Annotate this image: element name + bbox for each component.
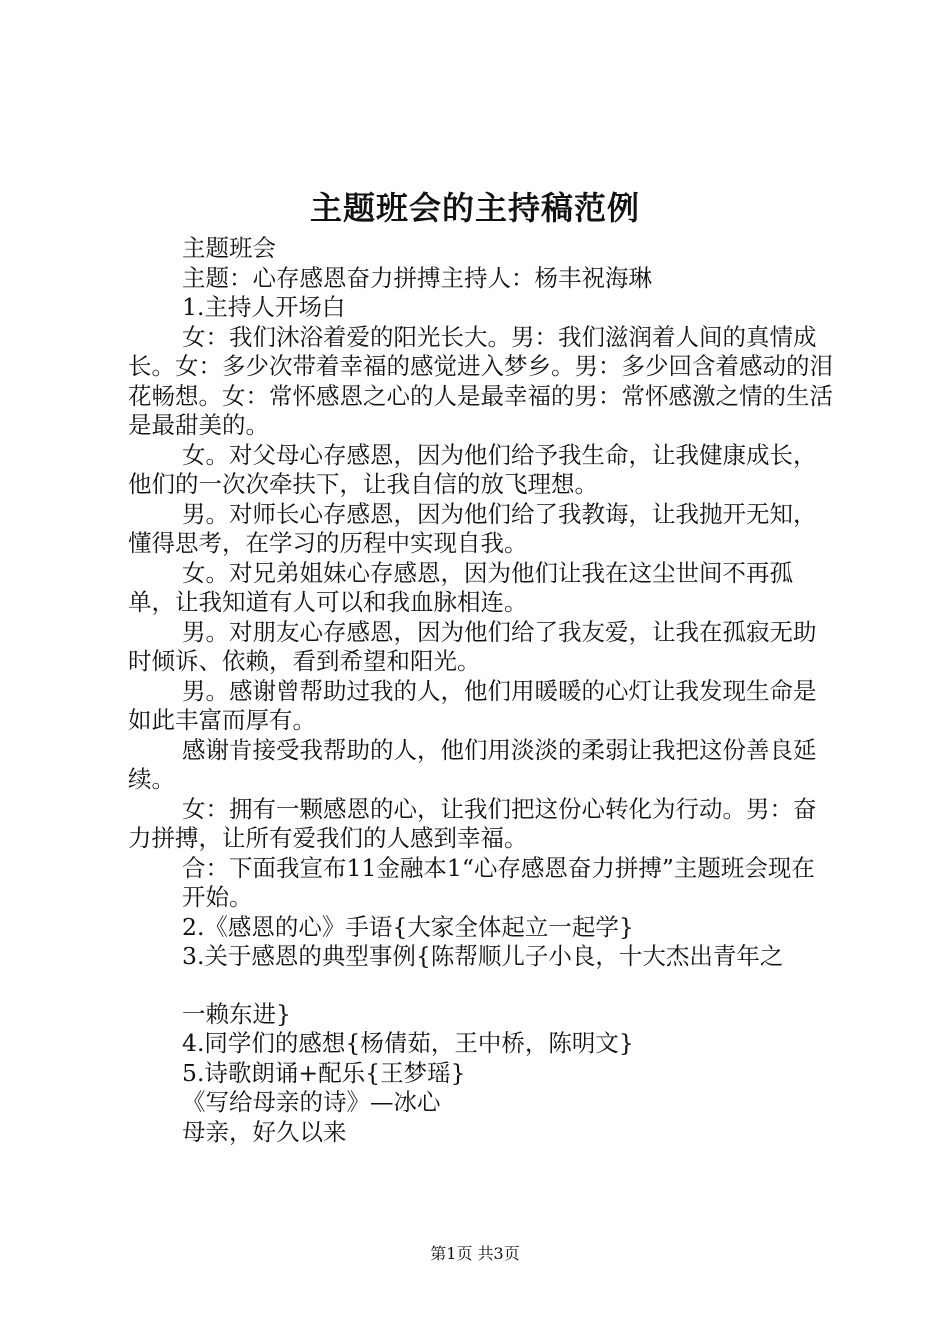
page-footer: 第1页 共3页 [430,1244,520,1263]
paragraph-section-examples: 3.关于感恩的典型事例{陈帮顺儿子小良，十大杰出青年之 [182,942,784,970]
paragraph-section-sign-language: 2.《感恩的心》手语{大家全体起立一起学} [182,912,634,941]
paragraph-teachers: 男。对师长心存感恩，因为他们给了我教诲，让我抛开无知，懂得思考，在学习的历程中实现自我。 [128,499,817,557]
paragraph-poem-title: 《写给母亲的诗》—冰心 [182,1088,441,1116]
paragraph-section-poem: 5.诗歌朗诵+配乐{王梦瑶} [182,1058,466,1087]
paragraph-topic-heading: 主题班会 [182,234,276,262]
paragraph-siblings: 女。对兄弟姐妹心存感恩，因为他们让我在这尘世间不再孤单，让我知道有人可以和我血脉相连。 [128,558,793,616]
paragraph-helped: 感谢肯接受我帮助的人，他们用淡淡的柔弱让我把这份善良延续。 [128,735,817,793]
paragraph-helpers: 男。感谢曾帮助过我的人，他们用暖暖的心灯让我发现生命是如此丰富而厚有。 [128,676,817,734]
paragraph-section-opening: 1.主持人开场白 [182,293,346,321]
paragraph-opening-dialogue: 女：我们沐浴着爱的阳光长大。男：我们滋润着人间的真情成长。女：多少次带着幸福的感觉进入梦乡。男：多少回含着感动的泪花畅想。女：常怀感恩之心的人是最幸福的男：常怀感激之情的生活是最甜美的。 [128,322,833,439]
paragraph-theme-hosts: 主题：心存感恩奋力拼搏主持人：杨丰祝海琳 [182,263,652,292]
paragraph-announcement: 合：下面我宣布11金融本1“心存感恩奋力拼搏”主题班会现在开始。 [182,853,815,911]
paragraph-poem-first-line: 母亲，好久以来 [182,1117,347,1146]
spacer [128,972,834,1000]
paragraph-friends: 男。对朋友心存感恩，因为他们给了我友爱，让我在孤寂无助时倾诉、依赖，看到希望和阳光。 [128,617,817,675]
paragraph-parents: 女。对父母心存感恩，因为他们给予我生命，让我健康成长，他们的一次次牵扶下，让我自信的放飞理想。 [128,440,817,498]
paragraph-examples-continued: 一赖东进} [182,999,291,1028]
document-title: 主题班会的主持稿范例 [309,189,640,227]
paragraph-action: 女：拥有一颗感恩的心，让我们把这份心转化为行动。男：奋力拼搏，让所有爱我们的人感到幸福。 [128,794,817,852]
paragraph-section-reflections: 4.同学们的感想{杨倩茹，王中桥，陈明文} [182,1029,634,1057]
document-body [128,234,834,1147]
